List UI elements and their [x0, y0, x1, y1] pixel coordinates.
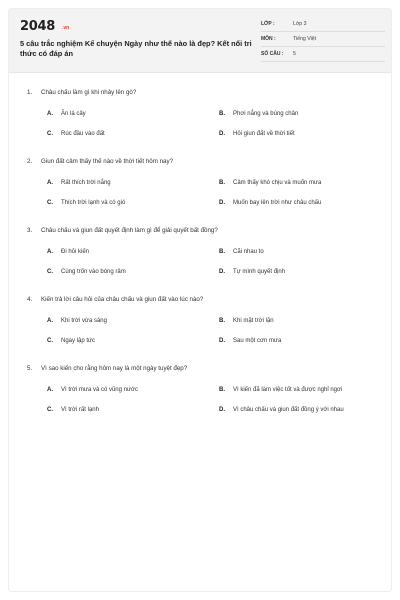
question-prompt: Kiến trả lời câu hỏi của châu chấu và giun đất vào lúc nào? [41, 296, 204, 303]
meta-value: Tiếng Việt [293, 36, 317, 42]
option-key: C. [47, 269, 53, 275]
option-d[interactable] [219, 334, 400, 354]
option-c[interactable] [47, 334, 219, 354]
question-number: 2. [27, 158, 33, 165]
option-key: C. [47, 407, 53, 413]
option-b[interactable] [219, 383, 400, 403]
meta-key: SỐ CÂU : [261, 51, 284, 57]
option-label: Ngay lập tức [61, 338, 96, 344]
option-a[interactable] [47, 176, 219, 196]
option-key: B. [219, 111, 225, 117]
option-key: A. [47, 111, 53, 117]
option-key: B. [219, 387, 225, 393]
option-label: Rất thích trời nắng [61, 180, 111, 186]
option-key: D. [219, 269, 225, 275]
worksheet-page [8, 8, 392, 592]
option-label: Vì trời mưa và có vũng nước [61, 387, 138, 393]
option-c[interactable] [47, 196, 219, 216]
option-label: Muốn bay lên trời như châu chấu [233, 200, 322, 206]
option-d[interactable] [219, 127, 400, 147]
question-item [27, 158, 387, 227]
question-number: 4. [27, 296, 33, 303]
option-grid [27, 176, 387, 216]
option-key: D. [219, 407, 225, 413]
meta-value: Lớp 3 [293, 21, 307, 27]
option-key: B. [219, 180, 225, 186]
option-key: C. [47, 200, 53, 206]
option-key: C. [47, 131, 53, 137]
option-key: D. [219, 200, 225, 206]
option-label: Tự mình quyết định [233, 269, 286, 275]
question-number: 5. [27, 365, 33, 372]
question-number: 1. [27, 89, 33, 96]
option-key: B. [219, 318, 225, 324]
option-label: Vì châu chấu và giun đất đồng ý với nhau [233, 407, 344, 413]
option-c[interactable] [47, 127, 219, 147]
meta-key: MÔN : [261, 36, 276, 42]
option-label: Sau một cơn mưa [233, 338, 282, 344]
option-c[interactable] [47, 265, 219, 285]
option-grid [27, 314, 387, 354]
question-text [27, 296, 387, 314]
option-label: Cãi nhau to [233, 249, 264, 255]
question-item [27, 296, 387, 365]
meta-row-subject [261, 32, 385, 47]
option-key: C. [47, 338, 53, 344]
option-label: Vì kiến đã làm việc tốt và được nghỉ ngơi [233, 387, 343, 393]
option-label: Thích trời lạnh và có gió [61, 200, 126, 206]
option-a[interactable] [47, 107, 219, 127]
option-label: Cảm thấy khó chịu và muốn mưa [233, 180, 322, 186]
option-b[interactable] [219, 107, 400, 127]
option-b[interactable] [219, 176, 400, 196]
worksheet-title: 5 câu trắc nghiệm Kể chuyện Ngày như thế nào là đẹp? Kết nối tri thức có đáp án [20, 39, 252, 58]
question-text [27, 227, 387, 245]
site-logo[interactable]: 2048 [20, 19, 55, 34]
option-label: Rúc đầu vào đất [61, 131, 105, 137]
meta-row-grade [261, 17, 385, 32]
option-key: A. [47, 180, 53, 186]
option-a[interactable] [47, 314, 219, 334]
worksheet-meta [261, 17, 385, 62]
question-number: 3. [27, 227, 33, 234]
option-label: Hỏi giun đất về thời tiết [233, 131, 295, 137]
option-b[interactable] [219, 314, 400, 334]
question-prompt: Châu chấu làm gì khi nhảy lên gò? [41, 89, 137, 96]
option-key: A. [47, 387, 53, 393]
option-key: D. [219, 131, 225, 137]
option-key: D. [219, 338, 225, 344]
option-label: Phơi nắng và búng chân [233, 111, 299, 117]
option-label: Đi hỏi kiến [61, 249, 90, 255]
option-label: Khi mặt trời lặn [233, 318, 274, 324]
worksheet-header [9, 9, 391, 73]
option-label: Cùng trốn vào bóng râm [61, 269, 126, 275]
meta-value: 5 [293, 51, 296, 57]
option-c[interactable] [47, 403, 219, 423]
option-label: Vì trời rất lạnh [61, 407, 99, 413]
option-d[interactable] [219, 403, 400, 423]
meta-row-count [261, 47, 385, 62]
option-d[interactable] [219, 196, 400, 216]
question-text [27, 158, 387, 176]
question-item [27, 89, 387, 158]
option-a[interactable] [47, 245, 219, 265]
question-prompt: Giun đất cảm thấy thế nào về thời tiết hôm nay? [41, 158, 174, 165]
question-text [27, 89, 387, 107]
question-item [27, 365, 387, 434]
site-logo-suffix: .vn [62, 25, 70, 31]
option-key: B. [219, 249, 225, 255]
question-prompt: Châu chấu và giun đất quyết định làm gì để giải quyết bất đồng? [41, 227, 218, 234]
option-key: A. [47, 249, 53, 255]
option-label: Ăn lá cây [61, 111, 86, 117]
question-text [27, 365, 387, 383]
option-grid [27, 383, 387, 423]
option-label: Khi trời vừa sáng [61, 318, 107, 324]
option-grid [27, 107, 387, 147]
option-b[interactable] [219, 245, 400, 265]
option-d[interactable] [219, 265, 400, 285]
question-prompt: Vì sao kiến cho rằng hôm nay là một ngày tuyệt đẹp? [41, 365, 188, 372]
question-list [27, 89, 387, 434]
option-key: A. [47, 318, 53, 324]
question-item [27, 227, 387, 296]
option-a[interactable] [47, 383, 219, 403]
option-grid [27, 245, 387, 285]
meta-key: LỚP : [261, 21, 275, 27]
